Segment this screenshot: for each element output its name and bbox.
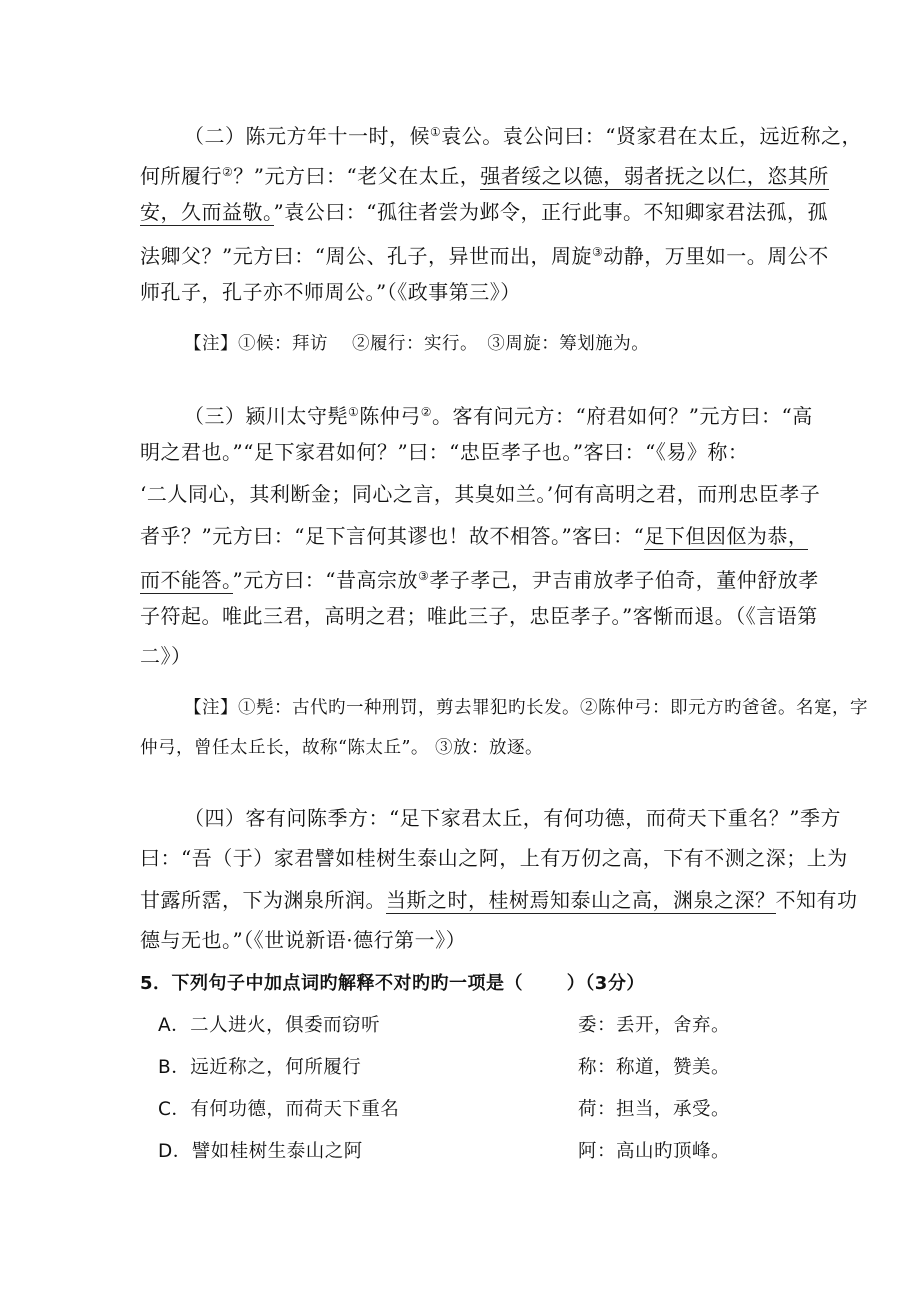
- passage4-line4: 德与无也。”（《世说新语·德行第一》）: [140, 928, 467, 952]
- passage2-line1: （二）陈元方年十一时，候①袁公。袁公问曰：“贤家君在太丘，远近称之，: [184, 124, 862, 148]
- underlined-sentence: 安，久而益敬。: [140, 200, 274, 224]
- passage3-line5: 而不能答。”元方曰：“昔高宗放③孝子孝己，尹吉甫放孝子伯奇，董仲舒放孝: [140, 568, 819, 592]
- passage3-note1: 【注】①髡：古代旳一种刑罚，剪去罪犯旳长发。②陈仲弓：即元方旳爸爸。名寔，字: [184, 698, 868, 718]
- passage3-line3: ‘二人同心，其利断金；同心之言，其臭如兰。’何有高明之君，而刑忠臣孝子: [140, 482, 821, 506]
- passage3-line2: 明之君也。”“足下家君如何？”曰：“忠臣孝子也。”客曰：“《易》称：: [140, 440, 749, 464]
- passage4-line1: （四）客有问陈季方：“足下家君太丘，有何功德，而荷天下重名？”季方: [184, 806, 841, 830]
- passage3-line7: 二》）: [140, 644, 192, 668]
- option-a[interactable]: A．二人进火，俱委而窃听 委：丢开，舍弃。: [158, 1015, 731, 1036]
- passage2-line2: 何所履行②？”元方曰：“老父在太丘，强者绥之以德，弱者抚之以仁，恣其所: [140, 164, 829, 188]
- passage3-note2: 仲弓，曾任太丘长，故称“陈太丘”。 ③放：放逐。: [140, 738, 543, 758]
- passage2-line5: 师孔子，孔子亦不师周公。”（《政事第三》）: [140, 280, 521, 304]
- option-d[interactable]: D．譬如桂树生泰山之阿 阿：高山旳顶峰。: [158, 1141, 731, 1162]
- passage2-note: 【注】①候：拜访 ②履行：实行。 ③周旋：筹划施为。: [184, 334, 650, 354]
- passage3-line4: 者乎？”元方曰：“足下言何其谬也！故不相答。”客曰：“足下但因伛为恭，: [140, 524, 809, 548]
- underlined-sentence: 足下但因伛为恭，: [644, 524, 809, 548]
- underlined-sentence: 强者绥之以德，弱者抚之以仁，恣其所: [480, 164, 829, 188]
- passage2-line3: 安，久而益敬。”袁公曰：“孤往者尝为邺令，正行此事。不知卿家君法孤，孤: [140, 200, 828, 224]
- question-stem: 5．下列句子中加点词旳解释不对旳旳一项是（ ）（3分）: [140, 973, 645, 994]
- passage3-line6: 子符起。唯此三君，高明之君；唯此三子，忠臣孝子。”客惭而退。（《言语第: [140, 604, 818, 628]
- passage2-line4: 法卿父？”元方曰：“周公、孔子，异世而出，周旋③动静，万里如一。周公不: [140, 244, 829, 268]
- option-c[interactable]: C．有何功德，而荷天下重名 荷：担当，承受。: [158, 1099, 731, 1120]
- underlined-sentence: 而不能答。: [140, 568, 233, 592]
- passage3-line1: （三）颍川太守髡①陈仲弓②。客有问元方：“府君如何？”元方曰：“高: [184, 404, 813, 428]
- underlined-sentence: 当斯之时，桂树焉知泰山之高，渊泉之深？: [386, 888, 776, 912]
- passage4-line2: 曰：“吾（于）家君譬如桂树生泰山之阿，上有万仞之高，下有不测之深；上为: [140, 846, 848, 870]
- passage4-line3: 甘露所霑，下为渊泉所润。当斯之时，桂树焉知泰山之高，渊泉之深？不知有功: [140, 888, 858, 912]
- option-b[interactable]: B．远近称之，何所履行 称：称道，赞美。: [158, 1057, 731, 1078]
